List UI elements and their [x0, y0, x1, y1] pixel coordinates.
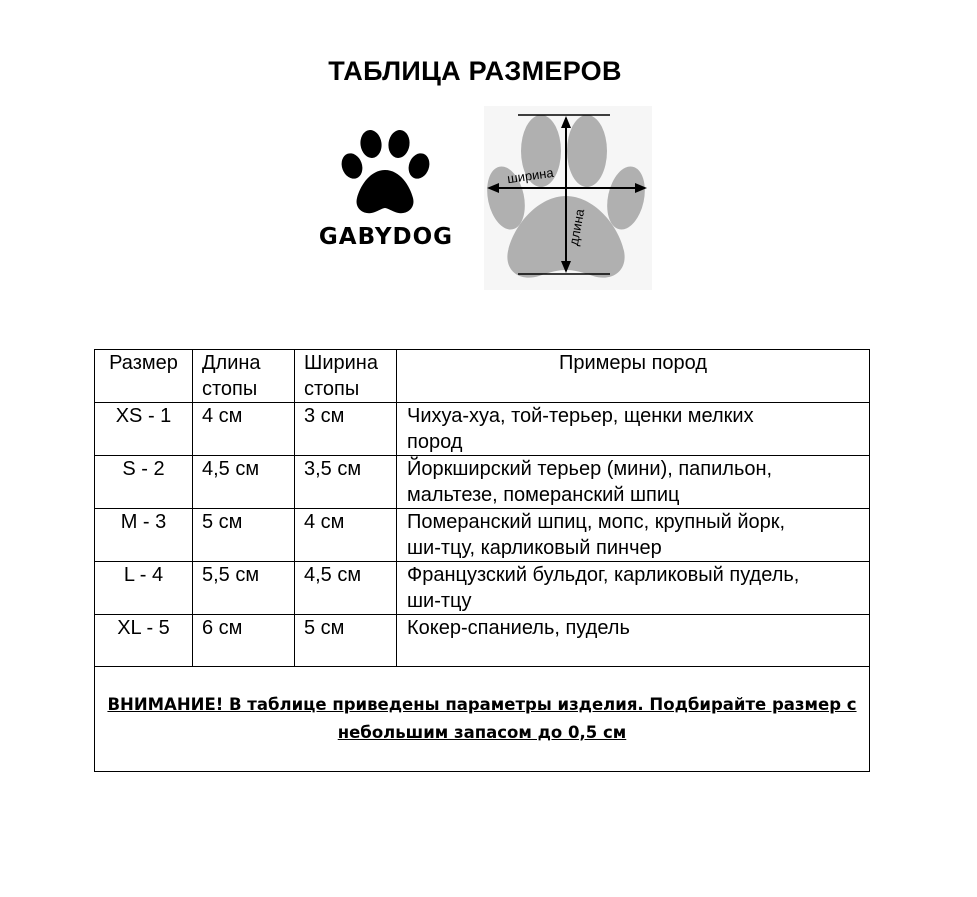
page-title: ТАБЛИЦА РАЗМЕРОВ: [328, 56, 622, 86]
header-width-line1: Ширина: [304, 352, 378, 374]
header-length: [193, 350, 295, 403]
paw-icon: [340, 128, 432, 216]
table-row: [95, 456, 870, 509]
row-length: 4,5 см: [193, 456, 295, 509]
header-breeds-label: Примеры пород: [558, 352, 708, 374]
header-length-line2: стопы: [202, 378, 258, 400]
row-breeds: [397, 456, 870, 509]
size-table: [94, 349, 870, 772]
notice-text: [107, 691, 856, 747]
paw-measure-icon: [484, 106, 652, 290]
header-size-label: Размер: [109, 352, 178, 374]
row-breeds-line1: Чихуа-хуа, той-терьер, щенки мелких: [407, 405, 754, 427]
header-length-line1: Длина: [202, 352, 261, 374]
row-breeds-line2: ши-тцу: [407, 590, 472, 612]
header-breeds: [397, 350, 870, 403]
row-breeds-line2: пород: [407, 431, 463, 453]
row-breeds: [397, 509, 870, 562]
row-breeds-line1: Померанский шпиц, мопс, крупный йорк,: [407, 511, 786, 533]
header-width: [295, 350, 397, 403]
notice-row: [95, 667, 870, 772]
notice-cell: [95, 667, 870, 772]
row-breeds-line1: Французский бульдог, карликовый пудель,: [407, 564, 800, 586]
row-length: 4 см: [193, 403, 295, 456]
paw-measure-diagram: [484, 106, 652, 290]
header-size: [95, 350, 193, 403]
row-breeds: [397, 562, 870, 615]
table-row: [95, 403, 870, 456]
row-breeds: [397, 615, 870, 667]
row-length: 5 см: [193, 509, 295, 562]
row-size: XL - 5: [95, 615, 193, 667]
brand-logo: [312, 128, 460, 258]
row-width: 4 см: [295, 509, 397, 562]
width-label: ширина: [506, 164, 555, 187]
table-row: [95, 615, 870, 667]
table-header-row: [95, 350, 870, 403]
row-length: 6 см: [193, 615, 295, 667]
length-label: длина: [565, 207, 588, 247]
row-size: XS - 1: [95, 403, 193, 456]
row-width: 5 см: [295, 615, 397, 667]
notice-line2: небольшим запасом до 0,5 см: [337, 723, 627, 742]
row-width: 4,5 см: [295, 562, 397, 615]
row-breeds-line2: ши-тцу, карликовый пинчер: [407, 537, 662, 559]
row-breeds-line1: Йоркширский терьер (мини), папильон,: [407, 458, 773, 480]
brand-name: GABYDOG: [318, 224, 454, 250]
table-row: [95, 562, 870, 615]
row-width: 3 см: [295, 403, 397, 456]
row-size: L - 4: [95, 562, 193, 615]
row-size: M - 3: [95, 509, 193, 562]
row-width: 3,5 см: [295, 456, 397, 509]
row-length: 5,5 см: [193, 562, 295, 615]
table-row: [95, 509, 870, 562]
header-width-line2: стопы: [304, 378, 360, 400]
notice-line1: ВНИМАНИЕ! В таблице приведены параметры изделия. Подбирайте размер с: [107, 695, 857, 714]
row-breeds: [397, 403, 870, 456]
row-size: S - 2: [95, 456, 193, 509]
row-breeds-line1: Кокер-спаниель, пудель: [407, 617, 630, 639]
row-breeds-line2: мальтезе, померанский шпиц: [407, 484, 680, 506]
